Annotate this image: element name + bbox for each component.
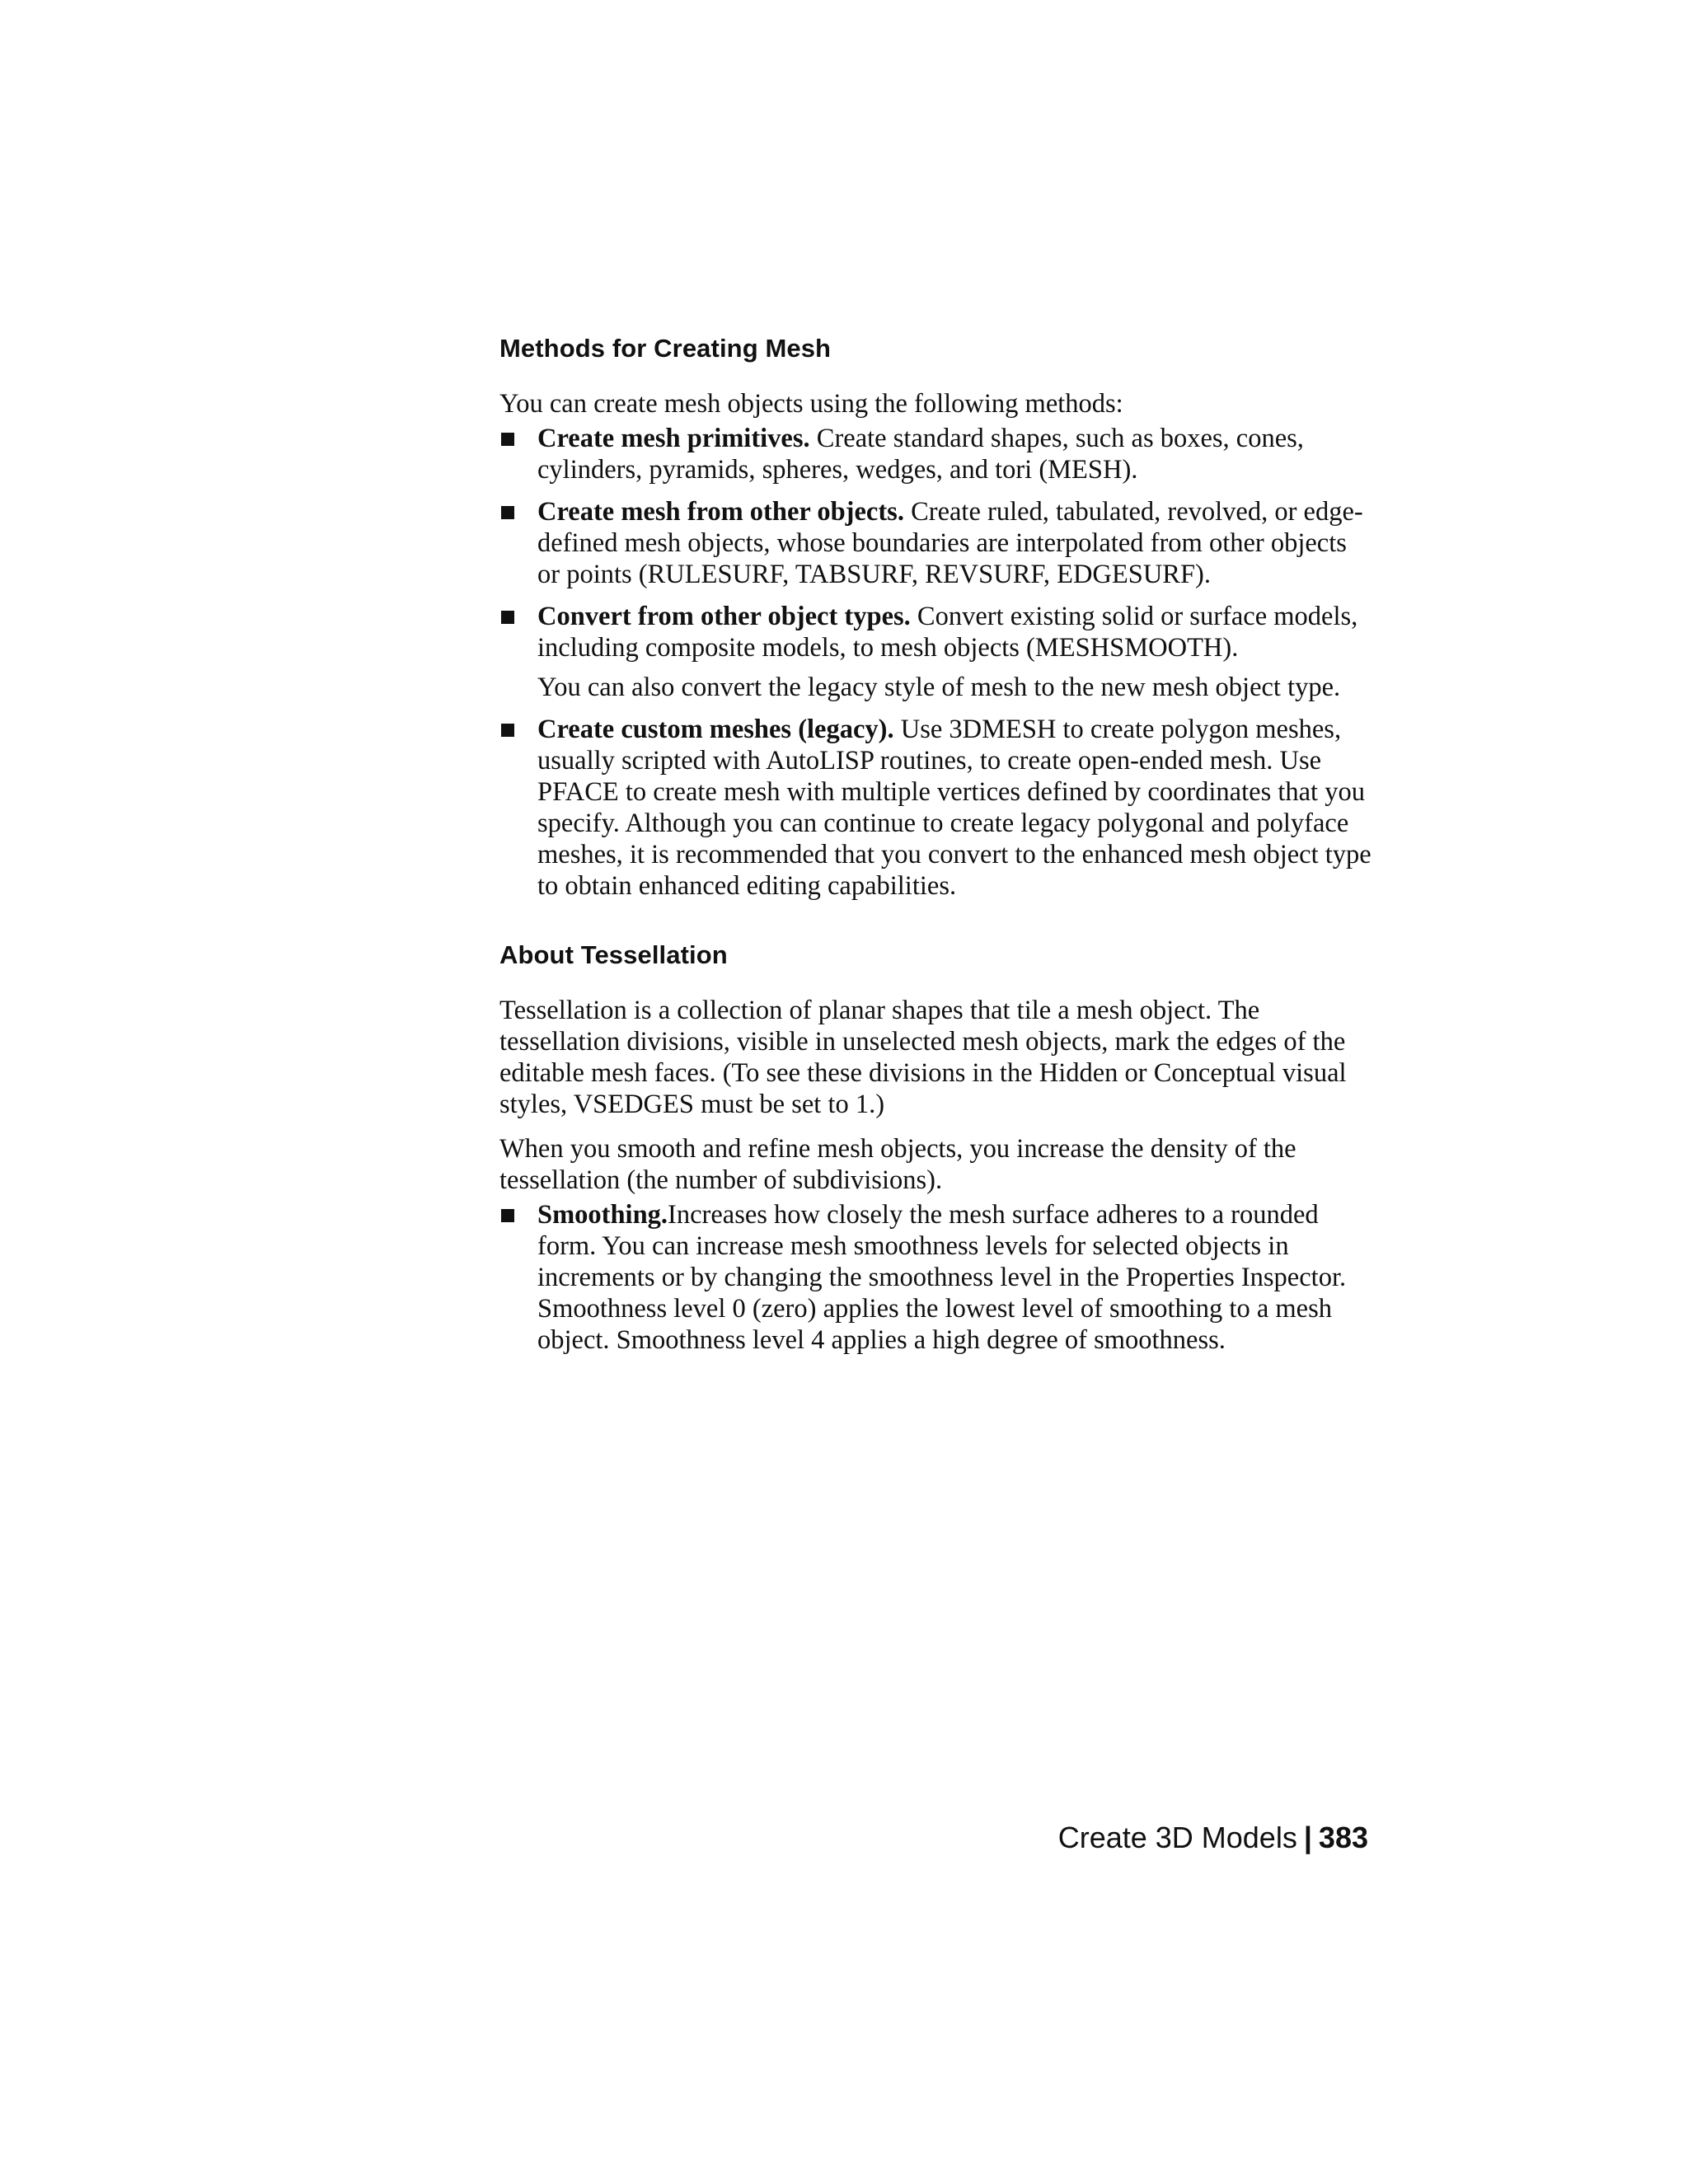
page-footer (1058, 1820, 1368, 1855)
item-lead: Create mesh primitives. (537, 424, 810, 454)
tessellation-paragraph: Tessellation is a collection of planar shapes that tile a mesh object. The tessellation divisions, visible in unselected mesh objects, mark the edges of the editable mesh faces. (To see these divisions in the Hidden or Conceptual visual styles, VSEDGES must be set to 1.) (499, 996, 1347, 1120)
bullet-square-icon (501, 1209, 514, 1222)
bullet-square-icon (501, 611, 514, 624)
section-heading-tessellation: About Tessellation (499, 940, 728, 970)
item-text: Use 3DMESH to create polygon meshes, usually scripted with AutoLISP routines, to create open-ended mesh. Use PFACE to create mesh with multiple vertices defined by coordinates that you specify. Although you can continue to create legacy polygonal and polyface meshes, it is recommended that you convert to the enhanced mesh object type to obtain enhanced editing capabilities. (537, 715, 1372, 902)
methods-body (499, 388, 1373, 902)
footer-separator: | (1303, 1821, 1312, 1854)
bullet-square-icon (501, 506, 514, 519)
tessellation-list (499, 1199, 1373, 1356)
tessellation-body (499, 995, 1373, 1356)
bullet-square-icon (501, 433, 514, 446)
list-item (499, 423, 1373, 485)
item-lead: Convert from other object types. (537, 602, 911, 632)
item-lead: Create mesh from other objects. (537, 497, 904, 527)
item-text: Increases how closely the mesh surface adheres to a rounded form. You can increase mesh smoothness levels for selected objects in increments or by changing the smoothness level in the Properties Inspector. Smoothness level 0 (zero) applies the lowest level of smoothing to a mesh object. Smoothness level 4 applies a high degree of smoothness. (537, 1200, 1347, 1356)
footer-chapter-title: Create 3D Models (1057, 1821, 1297, 1854)
item-note: You can also convert the legacy style of mesh to the new mesh object type. (537, 673, 1341, 703)
page-number: 383 (1318, 1821, 1368, 1854)
methods-list (499, 423, 1373, 902)
list-item (499, 1199, 1373, 1356)
tessellation-paragraph: When you smooth and refine mesh objects, you increase the density of the tessellation (the number of subdivisions). (499, 1134, 1296, 1196)
list-item (499, 496, 1373, 590)
item-lead: Smoothing. (537, 1200, 668, 1230)
item-text: Create ruled, tabulated, revolved, or edge-defined mesh objects, whose boundaries are interpolated from other objects or points (RULESURF, TABSURF, REVSURF, EDGESURF). (537, 497, 1363, 590)
item-text: Convert existing solid or surface models, including composite models, to mesh objects (MESHSMOOTH). (537, 602, 1358, 663)
bullet-square-icon (501, 724, 514, 737)
methods-intro: You can create mesh objects using the following methods: (499, 389, 1123, 419)
page-content (499, 333, 1373, 1366)
list-item (499, 714, 1373, 902)
item-text: Create standard shapes, such as boxes, cones, cylinders, pyramids, spheres, wedges, and tori (MESH). (537, 424, 1304, 485)
list-item (499, 601, 1373, 703)
item-lead: Create custom meshes (legacy). (537, 715, 894, 745)
section-heading-methods: Methods for Creating Mesh (499, 334, 832, 363)
